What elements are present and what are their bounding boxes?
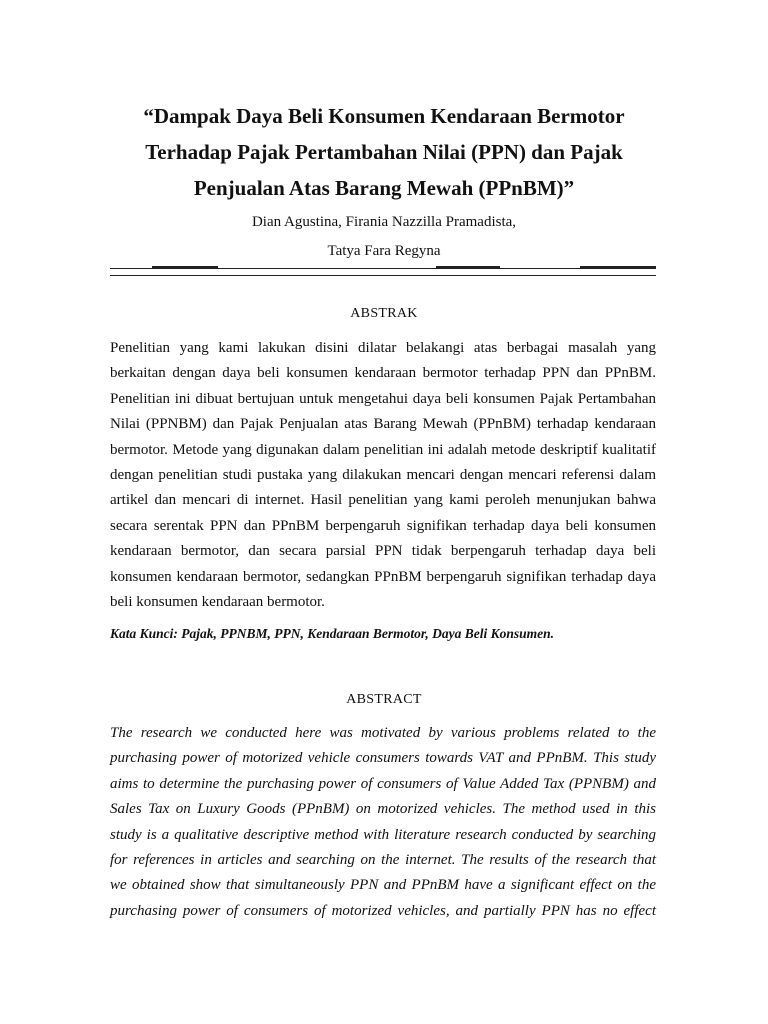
text-line: dengan penelitian studi pustaka yang dilakukan mencari dengan mencari referensi dalam bbox=[110, 467, 656, 484]
text-line: aims to determine the purchasing power of consumers of Value Added Tax (PPNBM) and bbox=[110, 775, 656, 792]
text-line: Nilai (PPNBM) dan Pajak Penjualan atas Barang Mewah (PPnBM) terhadap kendaraan bbox=[110, 416, 656, 433]
text-line: artikel dan mencari di internet. Hasil penelitian yang kami peroleh menunjukan bahwa bbox=[110, 492, 656, 509]
abstract-heading: ABSTRACT bbox=[346, 692, 422, 707]
text-line: Penelitian yang kami lakukan disini dilatar belakangi atas berbagai masalah yang bbox=[110, 340, 656, 356]
header-rule-thick bbox=[110, 275, 656, 276]
text-line: we obtained show that simultaneously PPN and PPnBM have a significant effect on the bbox=[110, 877, 656, 894]
text-line: Sales Tax on Luxury Goods (PPnBM) on motorized vehicles. The method used in this bbox=[110, 801, 656, 818]
title-line: “Dampak Daya Beli Konsumen Kendaraan Bermotor bbox=[143, 104, 625, 128]
author-line: Dian Agustina, Firania Nazzilla Pramadista, bbox=[251, 214, 517, 230]
text-line: bermotor. Metode yang digunakan dalam penelitian ini adalah metode deskriptif kualitatif bbox=[110, 441, 656, 458]
text-line: Penelitian ini dibuat bertujuan untuk mengetahui daya beli konsumen Pajak Pertambahan bbox=[110, 390, 656, 407]
author-list bbox=[0, 208, 768, 266]
text-line: for references in articles and searching on the internet. The results of the research that bbox=[110, 852, 656, 869]
author-line: Tatya Fara Regyna bbox=[327, 243, 441, 259]
abstrak-heading: ABSTRAK bbox=[350, 306, 418, 321]
keywords: Kata Kunci: Pajak, PPNBM, PPN, Kendaraan Bermotor, Daya Beli Konsumen. bbox=[110, 626, 555, 641]
text-line: konsumen kendaraan bermotor, sedangkan PPnBM berpengaruh signifikan terhadap daya bbox=[110, 568, 656, 585]
paper-title bbox=[0, 98, 768, 206]
title-line: Penjualan Atas Barang Mewah (PPnBM)” bbox=[193, 176, 575, 200]
text-line: beli konsumen kendaraan bermotor. bbox=[110, 594, 325, 611]
text-line: purchasing power of consumers of motorized vehicles, and partially PPN has no effect bbox=[110, 902, 656, 919]
text-line: purchasing power of motorized vehicle consumers towards VAT and PPnBM. This study bbox=[110, 750, 656, 767]
text-line: study is a qualitative descriptive method with literature research conducted by searching bbox=[110, 826, 656, 843]
header-rule-marks bbox=[110, 266, 656, 270]
text-line: kendaraan bermotor, dan secara parsial PPN tidak berpengaruh terhadap daya beli bbox=[110, 543, 656, 560]
title-line: Terhadap Pajak Pertambahan Nilai (PPN) dan Pajak bbox=[145, 140, 623, 164]
text-line: The research we conducted here was motivated by various problems related to the bbox=[110, 725, 656, 741]
abstract-paragraph bbox=[110, 721, 656, 924]
text-line: secara serentak PPN dan PPnBM berpengaruh signifikan terhadap daya beli konsumen bbox=[110, 517, 656, 534]
abstrak-paragraph bbox=[110, 336, 656, 615]
text-line: berkaitan dengan daya beli konsumen kendaraan bermotor terhadap PPN dan PPnBM. bbox=[110, 365, 656, 382]
